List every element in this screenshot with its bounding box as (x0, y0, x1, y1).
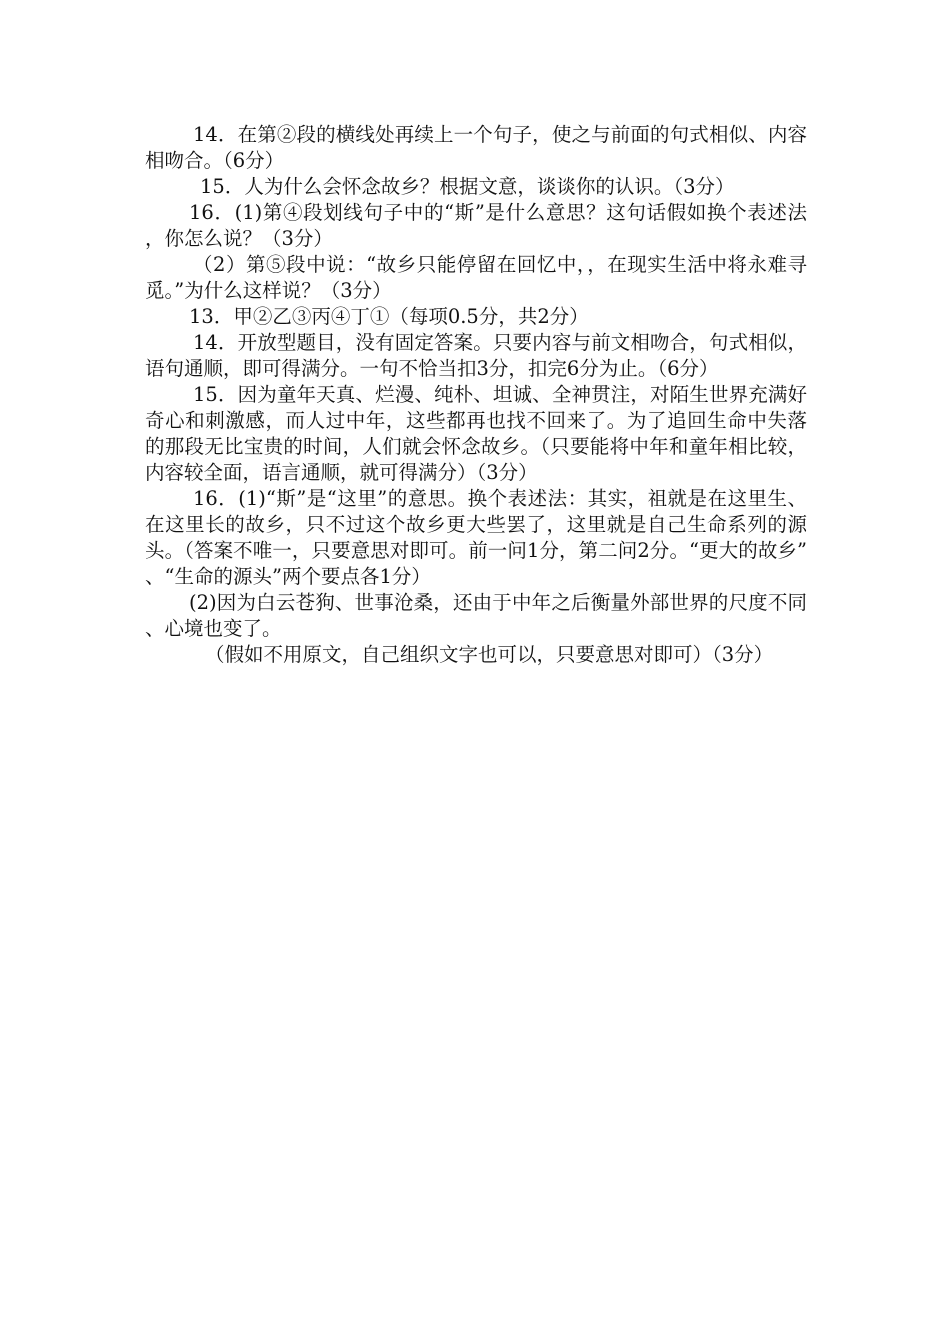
document-body (145, 122, 807, 668)
answer-16-note: （假如不用原文，自己组织文字也可以，只要意思对即可）（3分） (205, 643, 774, 666)
answer-16-part-1: 16．(1)“斯”是“这里”的意思。换个表述法：其实，祖就是在这里生、在这里长的故乡，只不过这个故乡更大些罢了，这里就是自己生命系列的源头。（答案不唯一，只要意思对即可。前一问1分，第二问2分。“更大的故乡”、“生命的源头”两个要点各1分） (145, 487, 807, 588)
question-14: 14．在第②段的横线处再续上一个句子，使之与前面的句式相似、内容相吻合。（6分） (145, 123, 807, 172)
answer-15: 15．因为童年天真、烂漫、纯朴、坦诚、全神贯注，对陌生世界充满好奇心和刺激感，而人过中年，这些都再也找不回来了。为了追回生命中失落的那段无比宝贵的时间，人们就会怀念故乡。（只要能将中年和童年相比较，内容较全面，语言通顺，就可得满分）（3分） (145, 383, 807, 484)
answer-13: 13．甲②乙③丙④丁①（每项0.5分，共2分） (189, 305, 589, 328)
question-16-part-2: （2）第⑤段中说：“故乡只能停留在回忆中，，在现实生活中将永难寻觅。”为什么这样说？（3分） (145, 253, 807, 302)
question-16-part-1: 16．(1)第④段划线句子中的“斯”是什么意思？这句话假如换个表述法，你怎么说？（3分） (145, 201, 807, 250)
question-15: 15．人为什么会怀念故乡？根据文意，谈谈你的认识。（3分） (200, 175, 735, 198)
answer-16-part-2: (2)因为白云苍狗、世事沧桑，还由于中年之后衡量外部世界的尺度不同、心境也变了。 (145, 591, 807, 640)
answer-14: 14．开放型题目，没有固定答案。只要内容与前文相吻合，句式相似，语句通顺，即可得满分。一句不恰当扣3分，扣完6分为止。（6分） (145, 331, 807, 380)
